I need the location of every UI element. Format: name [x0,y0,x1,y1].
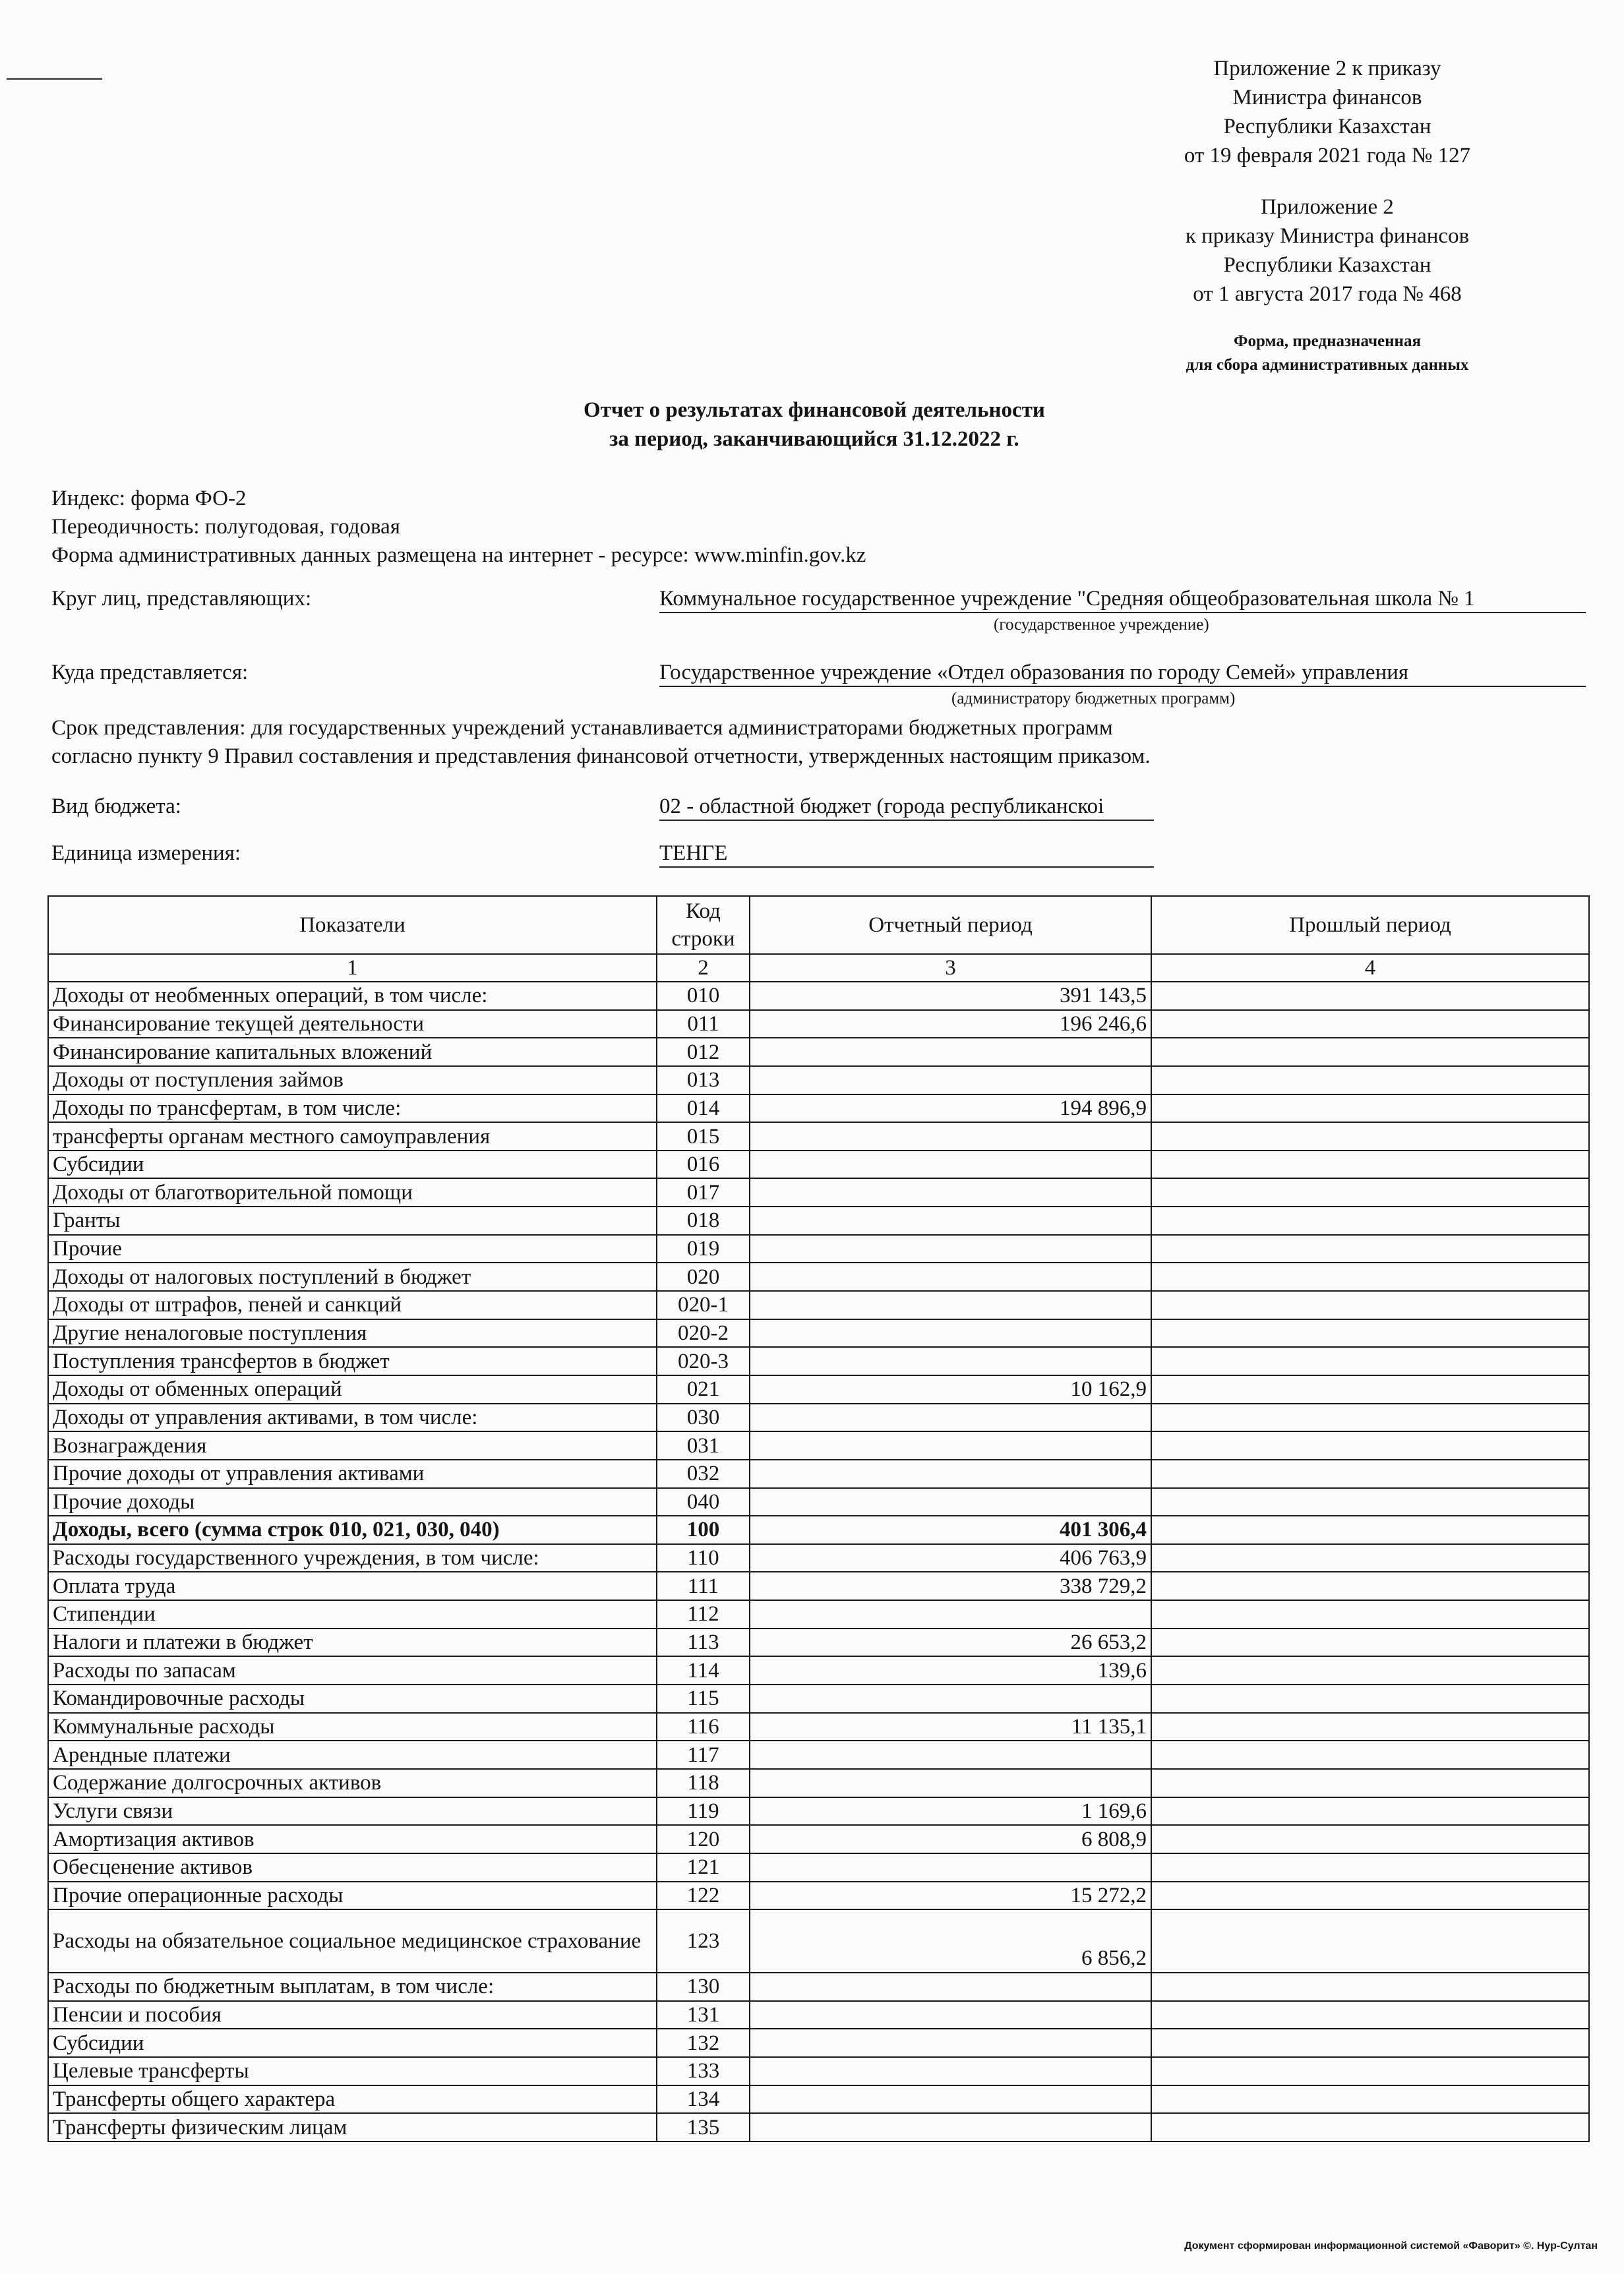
row-indicator: Вознаграждения [48,1431,657,1460]
row-current-value: 391 143,5 [750,982,1151,1010]
row-previous-value [1151,1629,1589,1657]
table-row [48,1404,1589,1432]
header-reporting-period: Отчетный период [750,896,1151,954]
row-current-value: 6 856,2 [750,1909,1151,1973]
appendix-order-2017 [1123,193,1532,309]
row-previous-value [1151,1685,1589,1713]
row-previous-value [1151,1263,1589,1291]
row-code: 018 [657,1207,750,1235]
unit-value: ТЕНГЕ [659,840,1154,868]
row-current-value: 10 162,9 [750,1375,1151,1404]
row-current-value: 26 653,2 [750,1629,1151,1657]
circle-label: Круг лиц, представляющих: [51,587,312,611]
appendix-order-2021 [1123,54,1532,170]
row-code: 132 [657,2029,750,2057]
row-current-value: 6 808,9 [750,1825,1151,1853]
table-row [48,1713,1589,1741]
row-indicator: Расходы по запасам [48,1656,657,1685]
column-number: 3 [750,954,1151,982]
row-code: 119 [657,1797,750,1826]
row-indicator: Амортизация активов [48,1825,657,1853]
row-indicator: Расходы на обязательное социальное медицинское страхование [48,1909,657,1973]
form-periodicity: Переодичность: полугодовая, годовая [51,515,400,539]
row-previous-value [1151,1825,1589,1853]
row-current-value [750,1769,1151,1797]
table-row [48,2029,1589,2057]
circle-value: Коммунальное государственное учреждение "Средняя общеобразовательная школа № 1 [659,585,1586,613]
table-row [48,1488,1589,1516]
table-row [48,1151,1589,1179]
table-row [48,982,1589,1010]
row-previous-value [1151,1178,1589,1207]
row-current-value [750,1973,1151,2001]
row-indicator: Другие неналоговые поступления [48,1319,657,1348]
row-previous-value [1151,1769,1589,1797]
row-code: 110 [657,1544,750,1572]
row-code: 012 [657,1038,750,1066]
row-code: 011 [657,1010,750,1038]
row-current-value [750,1235,1151,1263]
header-indicators: Показатели [48,896,657,954]
table-row [48,1066,1589,1094]
row-code: 021 [657,1375,750,1404]
row-current-value [750,1404,1151,1432]
row-previous-value [1151,1460,1589,1488]
where-label: Куда представляется: [51,661,249,684]
document-footer: Документ сформирован информационной системой «Фаворит» ©. Нур-Султан [1184,2240,1598,2252]
unit-label: Единица измерения: [51,841,241,865]
row-previous-value [1151,1319,1589,1348]
header-line-code [657,896,750,954]
row-indicator: Расходы по бюджетным выплатам, в том числе: [48,1973,657,2001]
appendix-line: Приложение 2 к приказу [1213,57,1441,80]
row-code: 032 [657,1460,750,1488]
row-current-value: 338 729,2 [750,1572,1151,1600]
row-current-value: 11 135,1 [750,1713,1151,1741]
row-current-value: 139,6 [750,1656,1151,1685]
row-previous-value [1151,1094,1589,1123]
table-row [48,1094,1589,1123]
row-code: 010 [657,982,750,1010]
form-posted-resource: Форма административных данных размещена на интернет - ресурсе: www.minfin.gov.kz [51,543,866,567]
row-current-value [750,1431,1151,1460]
row-indicator: Доходы от налоговых поступлений в бюджет [48,1263,657,1291]
row-current-value: 401 306,4 [750,1516,1151,1544]
row-indicator: Доходы по трансфертам, в том числе: [48,1094,657,1123]
row-code: 015 [657,1122,750,1151]
table-row [48,1038,1589,1066]
table-row [48,1460,1589,1488]
header-previous-period: Прошлый период [1151,896,1589,954]
table-row [48,1516,1589,1544]
row-code: 020-3 [657,1347,750,1375]
row-current-value [750,2029,1151,2057]
appendix-line: к приказу Министра финансов [1185,224,1470,248]
row-current-value [750,1291,1151,1319]
row-previous-value [1151,1207,1589,1235]
row-current-value [750,1151,1151,1179]
appendix-line: Республики Казахстан [1223,253,1431,277]
row-previous-value [1151,1488,1589,1516]
row-indicator: Коммунальные расходы [48,1713,657,1741]
report-title-line: Отчет о результатах финансовой деятельности [584,398,1045,422]
row-indicator: Пенсии и пособия [48,2001,657,2029]
row-indicator: Оплата труда [48,1572,657,1600]
row-indicator: Субсидии [48,2029,657,2057]
row-previous-value [1151,1797,1589,1826]
row-code: 114 [657,1656,750,1685]
row-indicator: Доходы от штрафов, пеней и санкций [48,1291,657,1319]
table-row [48,1431,1589,1460]
financial-results-table [47,895,1590,2142]
table-row [48,1122,1589,1151]
row-code: 031 [657,1431,750,1460]
row-previous-value [1151,1375,1589,1404]
row-previous-value [1151,1347,1589,1375]
row-code: 030 [657,1404,750,1432]
row-indicator: Командировочные расходы [48,1685,657,1713]
table-row [48,2057,1589,2085]
row-current-value [750,1741,1151,1769]
row-previous-value [1151,2057,1589,2085]
row-code: 113 [657,1629,750,1657]
row-indicator: Прочие доходы [48,1488,657,1516]
header-code-word: строки [671,927,735,951]
budget-value: 02 - областной бюджет (города республиканскоі [659,793,1154,821]
where-value: Государственное учреждение «Отдел образования по городу Семей» управления [659,659,1586,687]
row-code: 019 [657,1235,750,1263]
row-current-value [750,1066,1151,1094]
row-indicator: Услуги связи [48,1797,657,1826]
column-number: 2 [657,954,750,982]
row-indicator: трансферты органам местного самоуправления [48,1122,657,1151]
row-current-value: 196 246,6 [750,1010,1151,1038]
row-current-value [750,1488,1151,1516]
row-current-value [750,2085,1151,2114]
row-indicator: Доходы от необменных операций, в том числе: [48,982,657,1010]
row-previous-value [1151,1516,1589,1544]
column-number-row [48,954,1589,982]
table-row [48,1882,1589,1910]
column-number: 1 [48,954,657,982]
row-current-value [750,1319,1151,1348]
row-indicator: Трансферты физическим лицам [48,2113,657,2141]
table-row [48,1769,1589,1797]
row-current-value [750,2001,1151,2029]
row-indicator: Налоги и платежи в бюджет [48,1629,657,1657]
table-row [48,1291,1589,1319]
row-current-value [750,1685,1151,1713]
table-row [48,1656,1589,1685]
row-code: 040 [657,1488,750,1516]
row-code: 016 [657,1151,750,1179]
form-note-line: Форма, предназначенная [1234,332,1421,350]
row-code: 112 [657,1600,750,1629]
row-indicator: Трансферты общего характера [48,2085,657,2114]
row-current-value: 1 169,6 [750,1797,1151,1826]
row-indicator: Доходы от поступления займов [48,1066,657,1094]
row-previous-value [1151,1656,1589,1685]
row-indicator: Расходы государственного учреждения, в том числе: [48,1544,657,1572]
row-previous-value [1151,982,1589,1010]
row-indicator: Стипендии [48,1600,657,1629]
row-code: 122 [657,1882,750,1910]
row-previous-value [1151,1038,1589,1066]
row-code: 121 [657,1853,750,1882]
table-row [48,1685,1589,1713]
row-code: 123 [657,1909,750,1973]
row-code: 014 [657,1094,750,1123]
row-previous-value [1151,1973,1589,2001]
row-previous-value [1151,1544,1589,1572]
row-code: 100 [657,1516,750,1544]
appendix-line: Приложение 2 [1261,195,1394,219]
row-code: 017 [657,1178,750,1207]
row-indicator: Финансирование капитальных вложений [48,1038,657,1066]
row-current-value [750,1853,1151,1882]
column-number: 4 [1151,954,1589,982]
row-indicator: Доходы от благотворительной помощи [48,1178,657,1207]
row-previous-value [1151,1741,1589,1769]
table-row [48,1178,1589,1207]
row-previous-value [1151,1572,1589,1600]
row-current-value: 406 763,9 [750,1544,1151,1572]
row-code: 134 [657,2085,750,2114]
table-row [48,2113,1589,2141]
where-sub-caption: (администратору бюджетных программ) [951,690,1236,707]
row-previous-value [1151,1235,1589,1263]
appendix-line: от 19 февраля 2021 года № 127 [1184,144,1471,167]
form-note-line: для сбора административных данных [1186,356,1469,374]
row-previous-value [1151,1431,1589,1460]
row-current-value: 194 896,9 [750,1094,1151,1123]
table-row [48,1797,1589,1826]
row-code: 020 [657,1263,750,1291]
row-indicator: Прочие операционные расходы [48,1882,657,1910]
row-current-value [750,1038,1151,1066]
form-index: Индекс: форма ФО-2 [51,487,247,510]
row-code: 013 [657,1066,750,1094]
row-code: 135 [657,2113,750,2141]
row-indicator: Обесценение активов [48,1853,657,1882]
row-previous-value [1151,1853,1589,1882]
table-row [48,1375,1589,1404]
circle-sub-caption: (государственное учреждение) [994,616,1209,634]
table-row [48,2085,1589,2114]
report-title [396,396,1233,454]
row-indicator: Поступления трансфертов в бюджет [48,1347,657,1375]
table-row [48,1235,1589,1263]
row-current-value [750,1460,1151,1488]
header-code-word: Код [686,899,721,923]
row-indicator: Субсидии [48,1151,657,1179]
row-code: 130 [657,1973,750,2001]
row-code: 120 [657,1825,750,1853]
row-current-value [750,1178,1151,1207]
row-previous-value [1151,1010,1589,1038]
table-row [48,1600,1589,1629]
row-code: 115 [657,1685,750,1713]
row-previous-value [1151,2085,1589,2114]
deadline-line: согласно пункту 9 Правил составления и представления финансовой отчетности, утвержденных настоящим приказом. [51,744,1151,768]
row-current-value: 15 272,2 [750,1882,1151,1910]
deadline-text [51,714,1151,771]
row-code: 118 [657,1769,750,1797]
row-previous-value [1151,1404,1589,1432]
table-row [48,1263,1589,1291]
row-previous-value [1151,1122,1589,1151]
row-indicator: Доходы, всего (сумма строк 010, 021, 030, 040) [48,1516,657,1544]
row-indicator: Финансирование текущей деятельности [48,1010,657,1038]
table-row [48,1010,1589,1038]
row-previous-value [1151,1291,1589,1319]
table-header-row [48,896,1589,954]
row-current-value [750,1347,1151,1375]
appendix-line: от 1 августа 2017 года № 468 [1193,282,1462,306]
table-row [48,1544,1589,1572]
budget-label: Вид бюджета: [51,794,181,818]
table-row [48,1207,1589,1235]
row-current-value [750,2057,1151,2085]
row-previous-value [1151,2029,1589,2057]
row-previous-value [1151,1066,1589,1094]
row-previous-value [1151,2001,1589,2029]
row-current-value [750,1122,1151,1151]
row-previous-value [1151,1600,1589,1629]
row-indicator: Прочие доходы от управления активами [48,1460,657,1488]
row-code: 117 [657,1741,750,1769]
appendix-line: Республики Казахстан [1223,115,1431,138]
row-indicator: Содержание долгосрочных активов [48,1769,657,1797]
table-row [48,1853,1589,1882]
form-meta [51,485,866,570]
row-current-value [750,2113,1151,2141]
table-row [48,1825,1589,1853]
row-indicator: Доходы от управления активами, в том числе: [48,1404,657,1432]
table-row [48,2001,1589,2029]
row-previous-value [1151,1882,1589,1910]
report-period-line: за период, заканчивающийся 31.12.2022 г. [609,427,1019,451]
row-code: 111 [657,1572,750,1600]
row-current-value [750,1600,1151,1629]
row-indicator: Доходы от обменных операций [48,1375,657,1404]
corner-mark [7,78,102,80]
table-row [48,1741,1589,1769]
row-code: 131 [657,2001,750,2029]
row-previous-value [1151,1909,1589,1973]
form-purpose-note [1123,330,1532,377]
row-indicator: Прочие [48,1235,657,1263]
table-row [48,1909,1589,1973]
table-body [48,982,1589,2141]
appendix-line: Министра финансов [1232,86,1422,109]
table-row [48,1572,1589,1600]
row-previous-value [1151,1151,1589,1179]
row-code: 133 [657,2057,750,2085]
row-current-value [750,1207,1151,1235]
table-row [48,1319,1589,1348]
row-previous-value [1151,1713,1589,1741]
row-current-value [750,1263,1151,1291]
row-code: 020-2 [657,1319,750,1348]
row-indicator: Целевые трансферты [48,2057,657,2085]
deadline-line: Срок представления: для государственных учреждений устанавливается администраторами бюджетных программ [51,716,1113,740]
row-code: 116 [657,1713,750,1741]
row-indicator: Гранты [48,1207,657,1235]
row-code: 020-1 [657,1291,750,1319]
row-indicator: Арендные платежи [48,1741,657,1769]
table-row [48,1973,1589,2001]
table-row [48,1629,1589,1657]
row-previous-value [1151,2113,1589,2141]
table-row [48,1347,1589,1375]
